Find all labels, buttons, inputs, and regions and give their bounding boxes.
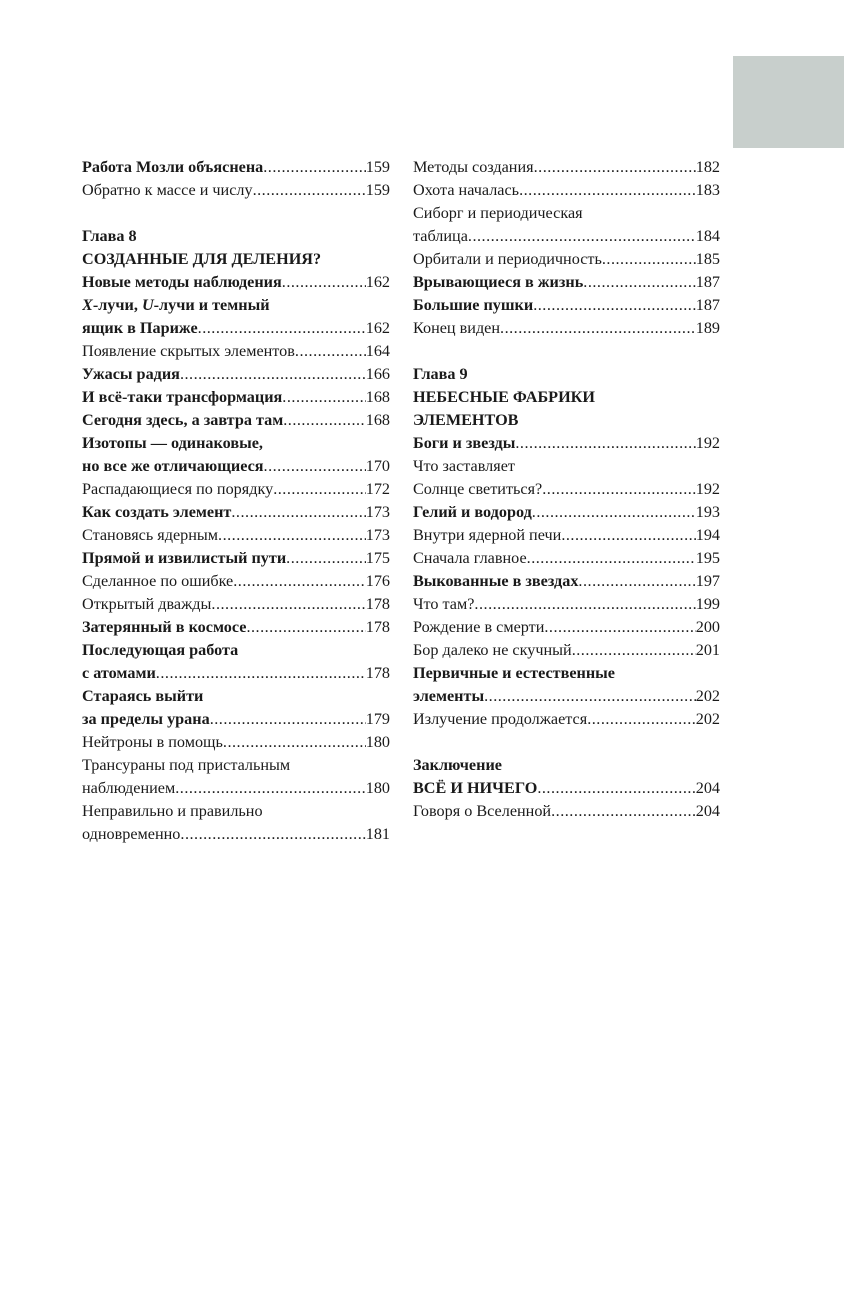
toc-entry-page: 162 bbox=[365, 273, 390, 291]
toc-entry-page: 178 bbox=[365, 618, 390, 636]
toc-entry-title: И всё-таки трансформация bbox=[82, 388, 283, 406]
dot-leader bbox=[532, 501, 696, 524]
toc-entry-title: Излучение продолжается bbox=[413, 710, 588, 728]
chapter-heading: ЭЛЕМЕНТОВ bbox=[413, 411, 519, 429]
toc-entry-continued-line: Последующая работа bbox=[82, 641, 239, 659]
dot-leader bbox=[180, 823, 365, 846]
toc-entry[interactable] bbox=[82, 616, 390, 639]
toc-entry-title: Выкованные в звездах bbox=[413, 572, 579, 590]
toc-entry-title: Сначала главное bbox=[413, 549, 527, 567]
dot-leader bbox=[551, 800, 696, 823]
toc-entry[interactable] bbox=[413, 570, 720, 593]
dot-leader bbox=[500, 317, 696, 340]
toc-entry-title: Затерянный в космосе bbox=[82, 618, 247, 636]
toc-entry[interactable] bbox=[82, 708, 390, 731]
dot-leader bbox=[233, 570, 365, 593]
toc-entry-page: 185 bbox=[695, 250, 720, 268]
toc-left-column bbox=[82, 156, 390, 846]
toc-entry[interactable] bbox=[82, 593, 390, 616]
toc-entry-title: Появление скрытых элементов bbox=[82, 342, 295, 360]
toc-entry-title: Солнце светиться? bbox=[413, 480, 543, 498]
toc-entry-title: Внутри ядерной печи bbox=[413, 526, 562, 544]
dot-leader bbox=[210, 708, 366, 731]
toc-entry[interactable] bbox=[413, 777, 720, 800]
toc-entry-page: 178 bbox=[365, 664, 390, 682]
toc-entry-page: 199 bbox=[695, 595, 720, 613]
toc-entry-page: 189 bbox=[695, 319, 720, 337]
toc-entry-continued-line: Что заставляет bbox=[413, 457, 515, 475]
spacer bbox=[413, 731, 720, 754]
toc-entry[interactable] bbox=[413, 616, 720, 639]
toc-entry[interactable] bbox=[413, 685, 720, 708]
dot-leader bbox=[263, 156, 365, 179]
toc-entry[interactable] bbox=[82, 478, 390, 501]
dot-leader bbox=[253, 179, 366, 202]
dot-leader bbox=[282, 386, 365, 409]
toc-entry-title: но все же отличающиеся bbox=[82, 457, 264, 475]
dot-leader bbox=[282, 271, 366, 294]
toc-entry-page: 178 bbox=[365, 595, 390, 613]
toc-entry[interactable] bbox=[82, 547, 390, 570]
toc-entry[interactable] bbox=[413, 317, 720, 340]
toc-entry[interactable] bbox=[413, 294, 720, 317]
toc-entry-title: Как создать элемент bbox=[82, 503, 232, 521]
toc-entry-page: 173 bbox=[365, 503, 390, 521]
toc-entry-title: одновременно bbox=[82, 825, 181, 843]
toc-entry[interactable] bbox=[413, 248, 720, 271]
spacer bbox=[82, 202, 390, 225]
toc-entry-page: 176 bbox=[365, 572, 390, 590]
toc-entry-title: Методы создания bbox=[413, 158, 534, 176]
toc-entry[interactable] bbox=[82, 662, 390, 685]
toc-entry[interactable] bbox=[413, 432, 720, 455]
toc-entry-title: Сегодня здесь, а завтра там bbox=[82, 411, 284, 429]
toc-entry-title: таблица bbox=[413, 227, 468, 245]
toc-entry[interactable] bbox=[82, 731, 390, 754]
dot-leader bbox=[283, 409, 365, 432]
toc-entry-title: Распадающиеся по порядку bbox=[82, 480, 274, 498]
toc-entry-title: Гелий и водород bbox=[413, 503, 532, 521]
toc-right-column bbox=[413, 156, 720, 823]
dot-leader bbox=[583, 271, 695, 294]
toc-entry-page: 170 bbox=[365, 457, 390, 475]
toc-entry-page: 182 bbox=[695, 158, 720, 176]
toc-entry-title: Открытый дважды bbox=[82, 595, 212, 613]
toc-entry-title: Охота началась bbox=[413, 181, 520, 199]
dot-leader bbox=[542, 478, 695, 501]
toc-entry-continued-line: Неправильно и правильно bbox=[82, 802, 263, 820]
toc-entry-page: 164 bbox=[365, 342, 390, 360]
toc-entry-page: 166 bbox=[365, 365, 390, 383]
dot-leader bbox=[519, 179, 696, 202]
toc-entry-page: 192 bbox=[695, 480, 720, 498]
toc-entry-title: Врывающиеся в жизнь bbox=[413, 273, 584, 291]
toc-entry-page: 195 bbox=[695, 549, 720, 567]
toc-entry-page: 202 bbox=[695, 687, 720, 705]
toc-entry-title: Говоря о Вселенной bbox=[413, 802, 552, 820]
dot-leader bbox=[211, 593, 365, 616]
dot-leader bbox=[223, 731, 366, 754]
toc-entry-page: 162 bbox=[365, 319, 390, 337]
toc-entry-title: Обратно к массе и числу bbox=[82, 181, 253, 199]
toc-entry[interactable] bbox=[82, 524, 390, 547]
toc-entry[interactable] bbox=[82, 179, 390, 202]
toc-entry-page: 175 bbox=[365, 549, 390, 567]
dot-leader bbox=[527, 547, 696, 570]
toc-entry-page: 159 bbox=[365, 181, 390, 199]
toc-entry-title: Нейтроны в помощь bbox=[82, 733, 223, 751]
dot-leader bbox=[198, 317, 366, 340]
dot-leader bbox=[515, 432, 695, 455]
toc-entry-page: 172 bbox=[365, 480, 390, 498]
toc-entry[interactable] bbox=[82, 823, 390, 846]
toc-entry-page: 168 bbox=[365, 411, 390, 429]
chapter-tab-marker bbox=[733, 56, 844, 148]
toc-entry-continued-line: Первичные и естественные bbox=[413, 664, 615, 682]
chapter-heading: Заключение bbox=[413, 756, 502, 774]
dot-leader bbox=[561, 524, 695, 547]
toc-entry[interactable] bbox=[82, 777, 390, 800]
toc-entry[interactable] bbox=[413, 179, 720, 202]
toc-entry[interactable] bbox=[82, 570, 390, 593]
toc-entry-page: 180 bbox=[365, 733, 390, 751]
toc-entry-title: Прямой и извилистый пути bbox=[82, 549, 287, 567]
dot-leader bbox=[484, 685, 696, 708]
toc-entry-title: наблюдением bbox=[82, 779, 176, 797]
toc-entry-title: Конец виден bbox=[413, 319, 501, 337]
toc-entry[interactable] bbox=[413, 800, 720, 823]
dot-leader bbox=[572, 639, 696, 662]
dot-leader bbox=[533, 294, 696, 317]
dot-leader bbox=[587, 708, 696, 731]
toc-entry-continued-line: Сиборг и периодическая bbox=[413, 204, 583, 222]
toc-entry-title: за пределы урана bbox=[82, 710, 210, 728]
toc-entry[interactable] bbox=[82, 455, 390, 478]
toc-entry-title: элементы bbox=[413, 687, 485, 705]
dot-leader bbox=[180, 363, 366, 386]
toc-entry-continued-line: Стараясь выйти bbox=[82, 687, 204, 705]
toc-entry[interactable] bbox=[413, 501, 720, 524]
toc-entry-title: Орбитали и периодичность bbox=[413, 250, 602, 268]
dot-leader bbox=[273, 478, 366, 501]
toc-entry-title: с атомами bbox=[82, 664, 156, 682]
toc-entry-page: 183 bbox=[695, 181, 720, 199]
dot-leader bbox=[534, 156, 696, 179]
toc-entry[interactable] bbox=[413, 271, 720, 294]
dot-leader bbox=[175, 777, 366, 800]
toc-entry-title: Становясь ядерным bbox=[82, 526, 219, 544]
dot-leader bbox=[295, 340, 366, 363]
toc-entry-title: Рождение в смерти bbox=[413, 618, 545, 636]
toc-entry-page: 180 bbox=[365, 779, 390, 797]
toc-entry-page: 187 bbox=[695, 273, 720, 291]
toc-entry[interactable] bbox=[82, 363, 390, 386]
dot-leader bbox=[264, 455, 366, 478]
toc-entry-page: 202 bbox=[695, 710, 720, 728]
toc-entry-page: 192 bbox=[695, 434, 720, 452]
toc-entry-title: Ужасы радия bbox=[82, 365, 180, 383]
dot-leader bbox=[231, 501, 365, 524]
dot-leader bbox=[218, 524, 366, 547]
toc-entry[interactable] bbox=[82, 271, 390, 294]
toc-entry-page: 200 bbox=[695, 618, 720, 636]
dot-leader bbox=[537, 777, 695, 800]
toc-entry-title: Сделанное по ошибке bbox=[82, 572, 234, 590]
chapter-heading: СОЗДАННЫЕ ДЛЯ ДЕЛЕНИЯ? bbox=[82, 250, 322, 268]
dot-leader bbox=[602, 248, 696, 271]
toc-entry-page: 159 bbox=[365, 158, 390, 176]
toc-entry-page: 168 bbox=[365, 388, 390, 406]
toc-entry-page: 179 bbox=[365, 710, 390, 728]
toc-entry-page: 181 bbox=[365, 825, 390, 843]
dot-leader bbox=[578, 570, 695, 593]
toc-entry-continued-line: X-лучи, U-лучи и темный bbox=[82, 296, 270, 314]
chapter-heading: Глава 9 bbox=[413, 365, 468, 383]
toc-entry[interactable] bbox=[413, 547, 720, 570]
toc-entry[interactable] bbox=[82, 409, 390, 432]
spacer bbox=[413, 340, 720, 363]
dot-leader bbox=[474, 593, 695, 616]
toc-entry-title: Работа Мозли объяснена bbox=[82, 158, 264, 176]
toc-entry[interactable] bbox=[413, 478, 720, 501]
toc-entry[interactable] bbox=[82, 501, 390, 524]
toc-entry-page: 204 bbox=[695, 802, 720, 820]
toc-entry-page: 187 bbox=[695, 296, 720, 314]
toc-entry-title: ВСЁ И НИЧЕГО bbox=[413, 779, 538, 797]
dot-leader bbox=[544, 616, 695, 639]
toc-entry-page: 193 bbox=[695, 503, 720, 521]
toc-entry-page: 184 bbox=[695, 227, 720, 245]
dot-leader bbox=[286, 547, 366, 570]
toc-entry-title: Большие пушки bbox=[413, 296, 534, 314]
toc-entry-page: 173 bbox=[365, 526, 390, 544]
toc-entry[interactable] bbox=[413, 225, 720, 248]
dot-leader bbox=[468, 225, 696, 248]
chapter-heading: НЕБЕСНЫЕ ФАБРИКИ bbox=[413, 388, 595, 406]
toc-entry-page: 197 bbox=[695, 572, 720, 590]
dot-leader bbox=[246, 616, 365, 639]
toc-entry-title: Бор далеко не скучный bbox=[413, 641, 572, 659]
toc-entry-title: Боги и звезды bbox=[413, 434, 516, 452]
toc-entry-continued-line: Трансураны под пристальным bbox=[82, 756, 291, 774]
toc-entry-title: Что там? bbox=[413, 595, 475, 613]
toc-entry[interactable] bbox=[82, 340, 390, 363]
toc-entry[interactable] bbox=[413, 639, 720, 662]
toc-entry[interactable] bbox=[82, 317, 390, 340]
toc-entry-title: ящик в Париже bbox=[82, 319, 198, 337]
toc-entry[interactable] bbox=[82, 386, 390, 409]
toc-entry-page: 204 bbox=[695, 779, 720, 797]
dot-leader bbox=[156, 662, 366, 685]
toc-entry[interactable] bbox=[413, 708, 720, 731]
chapter-heading: Глава 8 bbox=[82, 227, 137, 245]
toc-entry-continued-line: Изотопы — одинаковые, bbox=[82, 434, 263, 452]
toc-entry[interactable] bbox=[413, 156, 720, 179]
toc-entry-page: 201 bbox=[695, 641, 720, 659]
toc-entry[interactable] bbox=[413, 593, 720, 616]
toc-entry-title: Новые методы наблюдения bbox=[82, 273, 282, 291]
toc-entry-page: 194 bbox=[695, 526, 720, 544]
toc-entry[interactable] bbox=[413, 524, 720, 547]
toc-entry[interactable] bbox=[82, 156, 390, 179]
